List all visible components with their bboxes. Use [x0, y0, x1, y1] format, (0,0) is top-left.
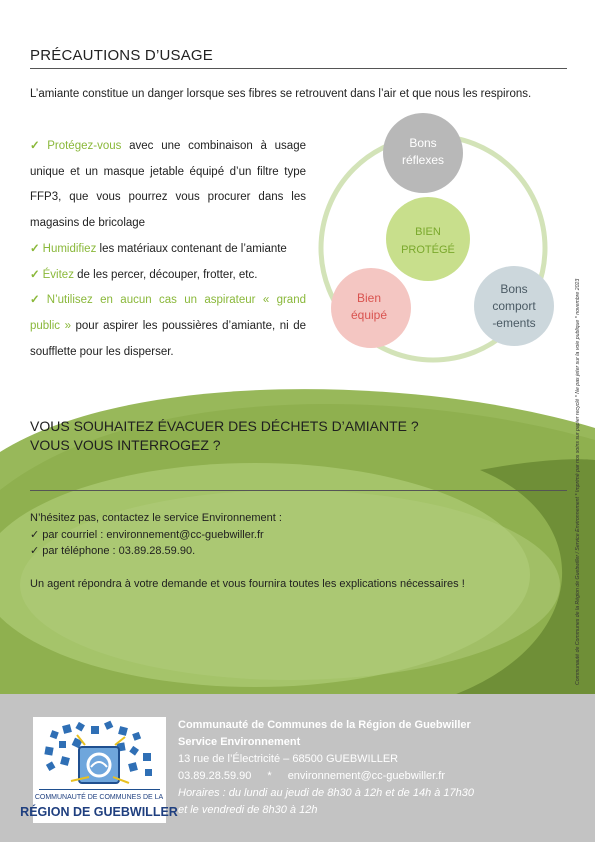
checkmark-icon: ✓ [30, 545, 40, 557]
item-highlight: Évitez [42, 268, 74, 281]
list-item [30, 263, 306, 289]
side-note [571, 120, 585, 690]
waste-contact-block [30, 510, 570, 592]
footer-phone-email [178, 768, 474, 785]
footer-email[interactable]: environnement@cc-guebwiller.fr [287, 770, 445, 782]
item-text: les matériaux contenant de l’amiante [96, 242, 287, 255]
contact-mail-text: par courriel : environnement@cc-guebwiller.fr [42, 528, 264, 541]
side-note-text: Communauté de Communes de la Région de Guebwiller / Service Environnement * Imprimé par nos soins sur papier recyclé * Ne pas jeter sur la voie publique * novembre 2023 [575, 278, 581, 685]
precautions-list [30, 134, 306, 365]
list-item [30, 237, 306, 263]
protection-diagram [318, 108, 568, 388]
contact-mail [30, 527, 570, 544]
checkmark-icon: ✓ [30, 242, 40, 255]
closing-text: Un agent répondra à votre demande et vous fournira toutes les explications nécessaires ! [30, 577, 465, 590]
waste-heading-line1: VOUS SOUHAITEZ ÉVACUER DES DÉCHETS D’AMIANTE ? [30, 418, 419, 434]
top-label-1: Bons [409, 136, 437, 150]
footer-phone: 03.89.28.59.90 [178, 770, 252, 782]
footer-contact [178, 717, 474, 819]
contact-intro: N’hésitez pas, contactez le service Environnement : [30, 512, 282, 524]
top-label-2: réflexes [401, 153, 445, 167]
right-label-3: -ements [492, 316, 536, 330]
item-highlight: N’utilisez en aucun cas un aspirateur « grand public » [30, 294, 306, 332]
checkmark-icon: ✓ [30, 294, 44, 307]
logo-text-line2: RÉGION DE GUEBWILLER [20, 805, 178, 819]
footer-org: Communauté de Communes de la Région de Guebwiller [178, 719, 471, 731]
contact-phone-text: par téléphone : 03.89.28.59.90. [42, 545, 196, 557]
right-label-1: Bons [500, 282, 528, 296]
checkmark-icon: ✓ [30, 268, 40, 281]
logo-graphic [20, 717, 178, 823]
title-divider [30, 68, 567, 69]
item-text: avec une combinaison à usage unique et un masque jetable équipé d’un filtre type FFP3, que vous pourrez vous procurer dans les magasins de bricolage [30, 140, 306, 230]
footer-separator: * [267, 770, 272, 782]
list-item [30, 134, 306, 237]
item-text: pour aspirer les poussières d’amiante, ni de soufflette pour les disperser. [30, 319, 306, 358]
logo-text-line1: COMMUNAUTÉ DE COMMUNES DE LA [34, 794, 164, 801]
checkmark-icon: ✓ [30, 140, 45, 152]
waste-divider [30, 490, 567, 491]
contact-phone [30, 543, 570, 560]
intro-paragraph: L’amiante constitue un danger lorsque ses fibres se retrouvent dans l’air et que nous les respirons. [30, 88, 532, 100]
section-title: PRÉCAUTIONS D’USAGE [30, 47, 213, 64]
footer-service: Service Environnement [178, 736, 301, 748]
left-label-2: équipé [350, 308, 388, 322]
footer-hours-1: Horaires : du lundi au jeudi de 8h30 à 12h et de 14h à 17h30 [178, 787, 475, 799]
node-center [386, 197, 470, 281]
footer-hours-2: et le vendredi de 8h30 à 12h [178, 804, 318, 816]
left-label-1: Bien [356, 291, 382, 305]
item-highlight: Protégez-vous [47, 140, 122, 152]
center-label-2: PROTÉGÉ [401, 244, 455, 256]
list-item [30, 288, 306, 365]
checkmark-icon: ✓ [30, 528, 40, 541]
right-label-2: comport [492, 299, 536, 313]
waste-heading-line2: VOUS VOUS INTERROGEZ ? [30, 437, 221, 453]
item-text: de les percer, découper, frotter, etc. [73, 268, 258, 281]
center-label-1: BIEN [415, 226, 441, 238]
item-highlight: Humidifiez [42, 242, 97, 255]
cc-guebwiller-logo [20, 717, 178, 823]
waste-heading [30, 417, 419, 455]
footer-address: 13 rue de l’Électricité – 68500 GUEBWILLER [178, 753, 399, 765]
